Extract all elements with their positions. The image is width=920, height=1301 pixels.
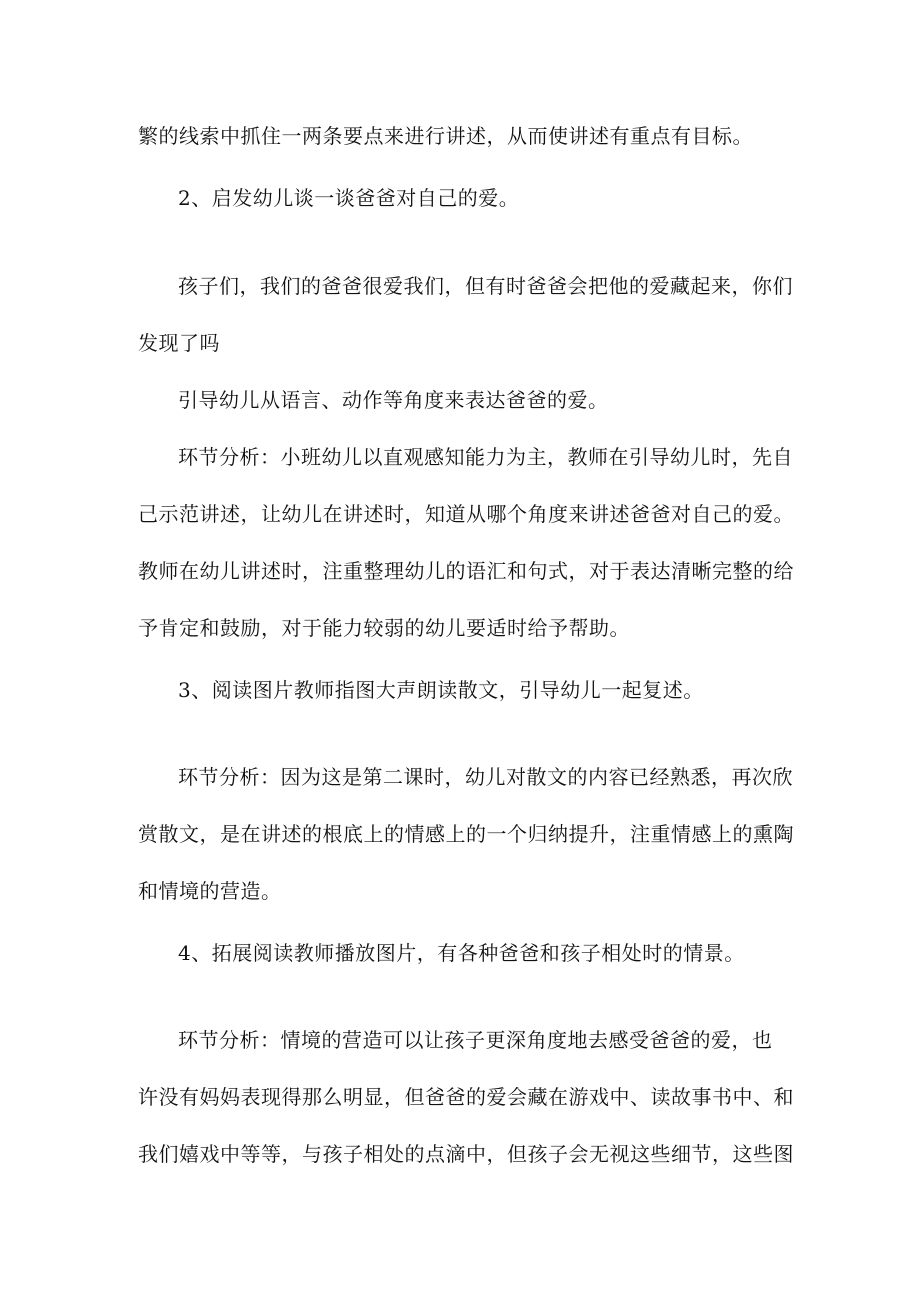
text-line: 繁的线索中抓住一两条要点来进行讲述，从而使讲述有重点有目标。 — [138, 124, 753, 148]
text-line: 己示范讲述，让幼儿在讲述时，知道从哪个角度来讲述爸爸对自己的爱。 — [138, 502, 794, 526]
text-line: 教师在幼儿讲述时，注重整理幼儿的语汇和句式，对于表达清晰完整的给 — [138, 559, 794, 583]
text-line: 赏散文，是在讲述的根底上的情感上的一个归纳提升，注重情感上的熏陶 — [138, 822, 794, 846]
text-line: 环节分析：小班幼儿以直观感知能力为主，教师在引导幼儿时，先自 — [178, 445, 793, 469]
text-line: 环节分析：因为这是第二课时，幼儿对散文的内容已经熟悉，再次欣 — [178, 765, 793, 789]
text-line: 予肯定和鼓励，对于能力较弱的幼儿要适时给予帮助。 — [138, 616, 630, 640]
text-line: 发现了吗 — [138, 331, 220, 355]
text-line: 和情境的营造。 — [138, 879, 282, 903]
text-line: 引导幼儿从语言、动作等角度来表达爸爸的爱。 — [178, 388, 609, 412]
text-line: 环节分析：情境的营造可以让孩子更深角度地去感受爸爸的爱，也 — [178, 1028, 773, 1052]
text-line: 我们嬉戏中等等，与孩子相处的点滴中，但孩子会无视这些细节，这些图 — [138, 1142, 794, 1166]
text-line: 孩子们，我们的爸爸很爱我们，但有时爸爸会把他的爱藏起来，你们 — [178, 274, 793, 298]
section-heading: 2、启发幼儿谈一谈爸爸对自己的爱。 — [178, 186, 520, 210]
text-line: 许没有妈妈表现得那么明显，但爸爸的爱会藏在游戏中、读故事书中、和 — [138, 1085, 794, 1109]
section-heading: 4、拓展阅读教师播放图片，有各种爸爸和孩子相处时的情景。 — [178, 941, 745, 965]
section-heading: 3、阅读图片教师指图大声朗读散文，引导幼儿一起复述。 — [178, 678, 704, 702]
